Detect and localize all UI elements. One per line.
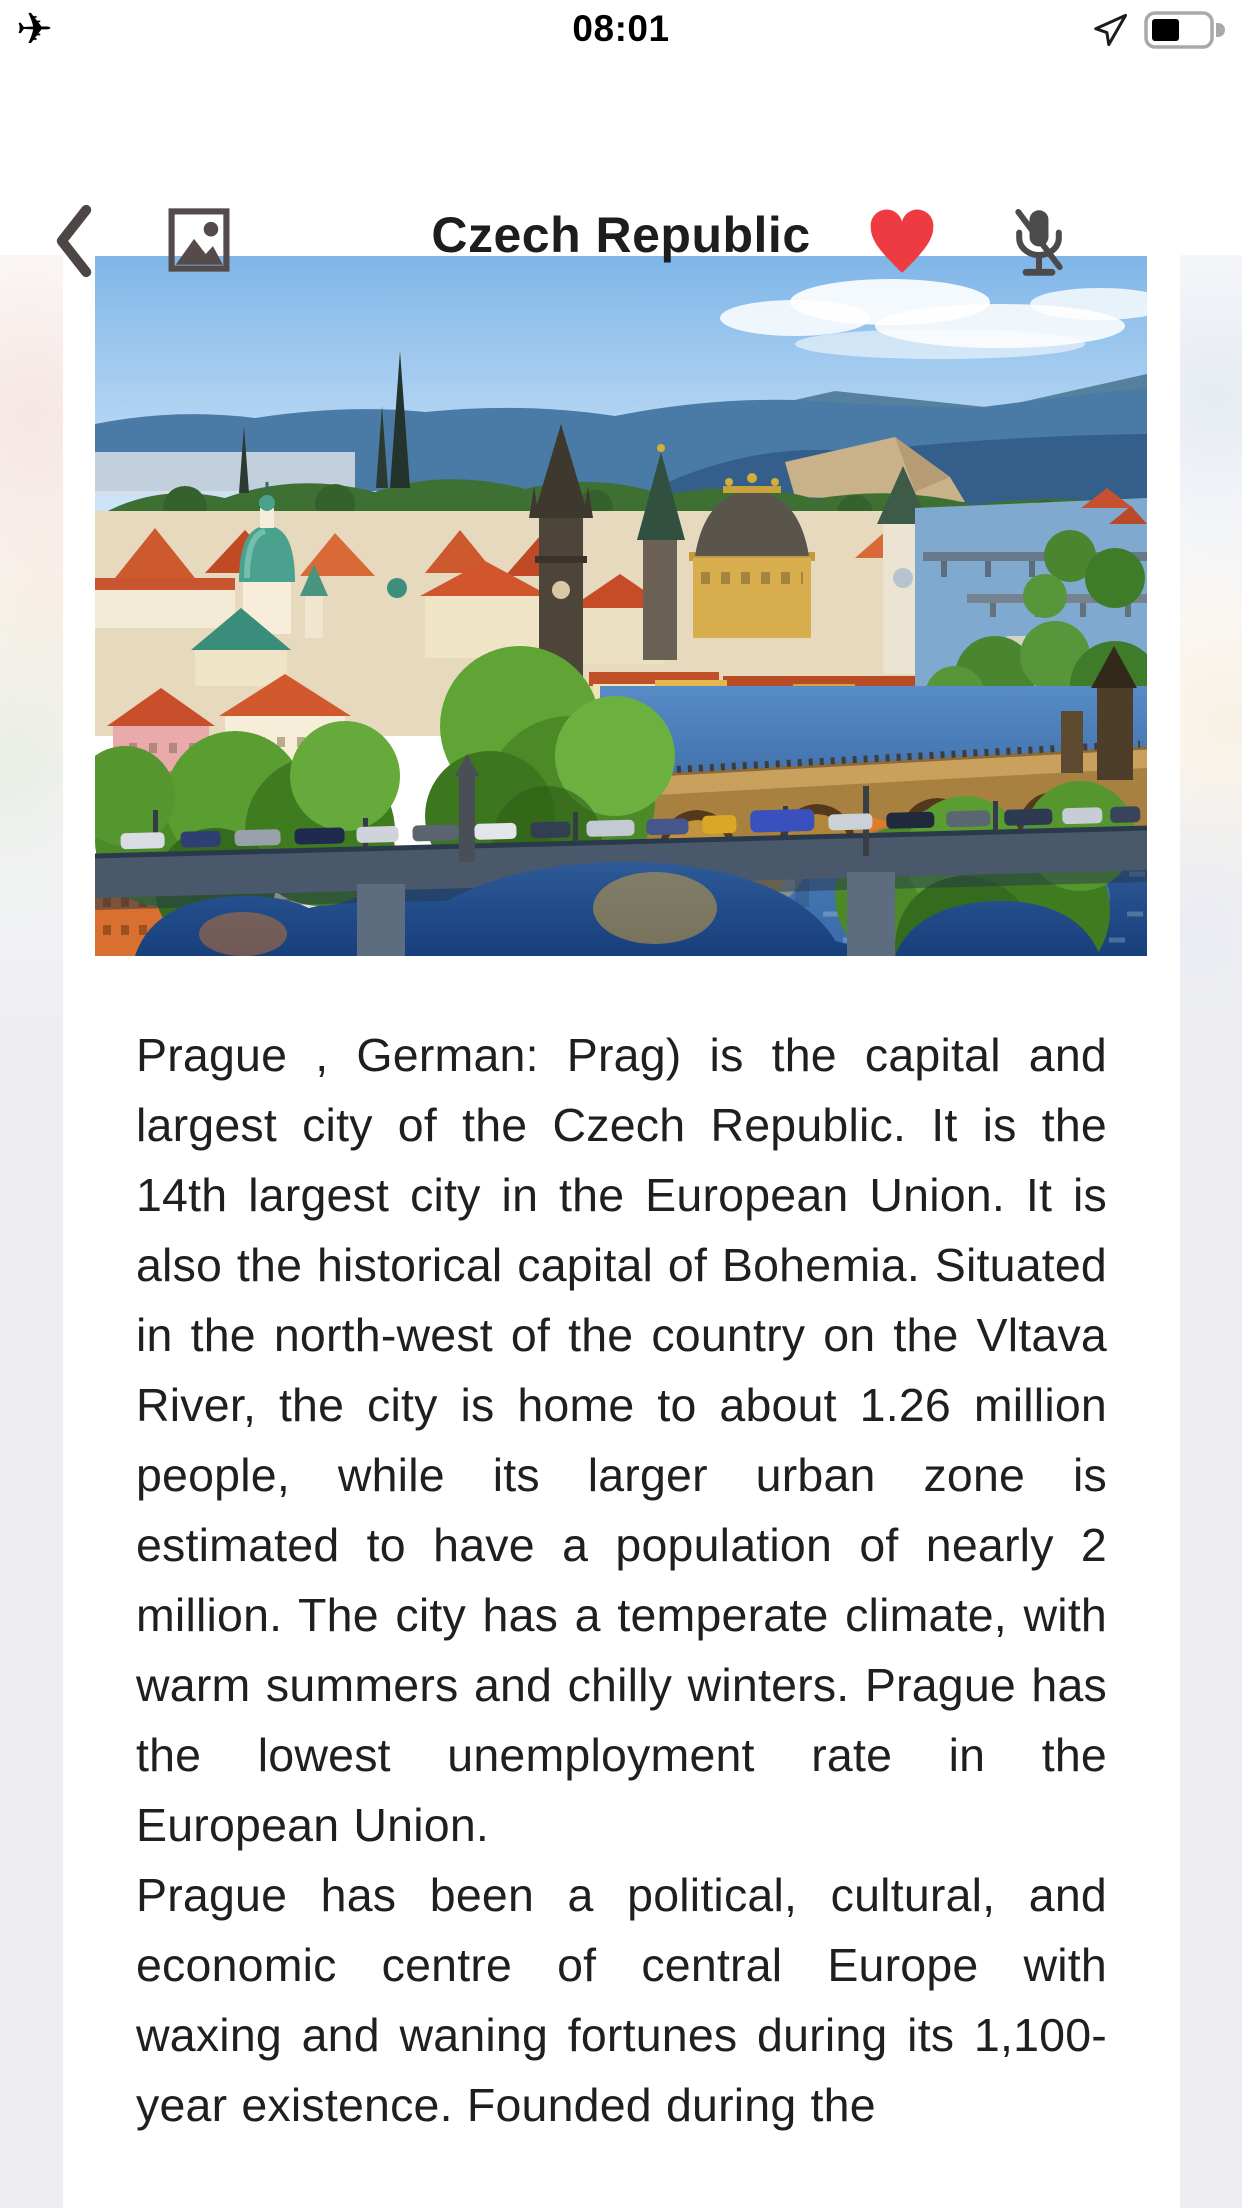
- status-time: 08:01: [572, 8, 670, 49]
- prague-photo-illustration: [95, 256, 1147, 956]
- location-arrow-icon: [1092, 11, 1130, 49]
- airplane-mode-icon: ✈: [16, 5, 53, 54]
- page-title: Czech Republic: [431, 207, 811, 263]
- article-paragraph: Prague has been a political, cultural, and economic centre of central Europe with waxing and waning fortunes during its 1,100-year existence. Founded during the: [136, 1869, 1107, 2131]
- favorite-button[interactable]: [862, 204, 942, 282]
- battery-icon: [1144, 10, 1226, 50]
- voice-mute-button[interactable]: [1008, 198, 1070, 288]
- status-bar: [0, 0, 1242, 60]
- content-card: [63, 255, 1180, 2208]
- article-paragraph: Prague , German: Prag) is the capital and largest city of the Czech Republic. It is the 14th largest city in the European Union. It is also the historical capital of Bohemia. Situated in the north-west of the country on the Vltava River, the city is home to about 1.26 million people, while its larger urban zone is estimated to have a population of nearly 2 million. The city has a temperate climate, with warm summers and chilly winters. Prague has the lowest unemployment rate in the European Union.: [136, 1029, 1107, 1851]
- navbar: [0, 60, 1242, 263]
- status-bar-right: [1092, 0, 1226, 60]
- content-scroll[interactable]: [0, 255, 1242, 2208]
- article: [63, 956, 1180, 2140]
- prague-photo: [63, 255, 1180, 956]
